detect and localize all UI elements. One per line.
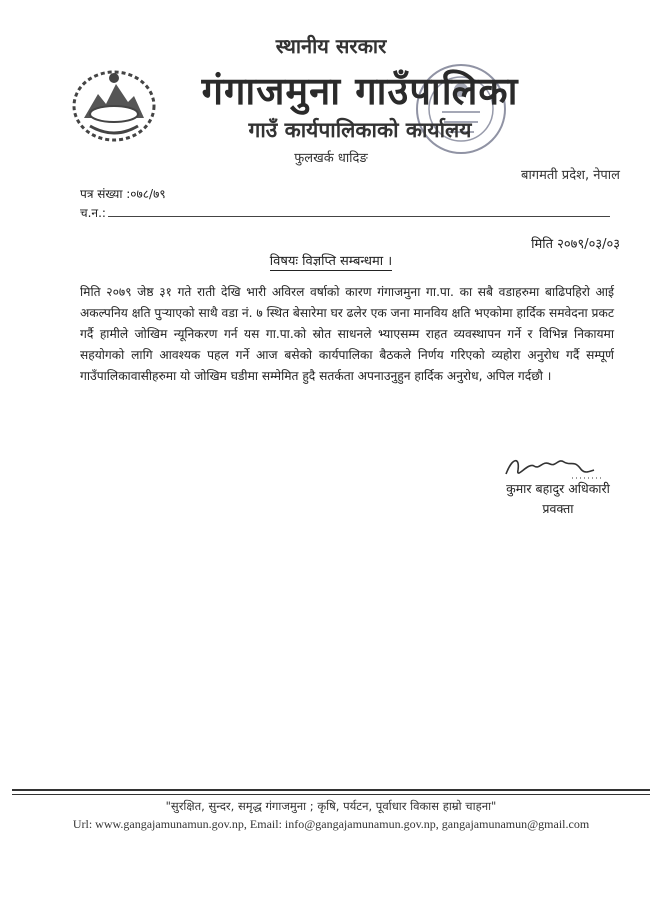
footer-motto: "सुरक्षित, सुन्दर, समृद्ध गंगाजमुना ; कृषि, पर्यटन, पूर्वाधार विकास हाम्रो चाहना" [165,799,497,813]
letter-number: पत्र संख्या :०७८/७९ [80,187,166,201]
signatory-role: प्रवक्ता [542,501,574,516]
office-location: फुलखर्क धादिङ [294,151,368,166]
footer-contact: Url: www.gangajamunamun.gov.np, Email: info@gangajamunamun.gov.np, gangajamunamun@gmail.com [72,817,590,831]
subject-text: विषयः विज्ञप्ति सम्बन्धमा । [269,254,393,269]
municipality-title: गंगाजमुना गाउँपालिका [201,69,519,113]
subject-line [0,251,662,269]
dispatch-underline [108,216,610,217]
signatory-name: कुमार बहादुर अधिकारी [506,481,610,496]
footer-divider-thin [12,794,650,795]
office-name: गाउँ कार्यपालिकाको कार्यालय [248,118,472,142]
dispatch-number: च.न.: [80,206,106,220]
letter-date: मिति २०७९/०३/०३ [531,237,620,252]
footer-divider [12,789,650,791]
notice-body: मिति २०७९ जेष्ठ ३१ गते राती देखि भारी अविरल वर्षाको कारण गंगाजमुना गा.पा. का सबै वडाहरुमा बाढिपहिरो आई अकल्पनिय क्षति पुऱ्याएको साथै वडा नं. ७ स्थित बेसारेमा घर ढलेर एक जना मानविय क्षति भएकोमा हार्दिक समवेदना प्रकट गर्दै हामीले जोखिम न्यूनिकरण गर्न यस गा.पा.को स्रोत साधनले भ्याएसम्म राहत व्यवस्थापन गर्ने र विभिन्न निकायमा सहयोगको लागि आवश्यक पहल गर्ने आज बसेको कार्यपालिका बैठकले निर्णय गरिएको व्यहोरा अनुरोध गर्दै सम्पूर्ण गाउँपालिकावासीहरुमा यो जोखिम घडीमा सम्मेमित हुदै सतर्कता अपनाउनुहुन हार्दिक अनुरोध, अपिल गर्दछौ । [80,285,614,383]
province-text: बागमती प्रदेश, नेपाल [521,168,620,183]
nepal-emblem-icon [70,66,158,144]
header-top-line: स्थानीय सरकार [275,34,387,58]
